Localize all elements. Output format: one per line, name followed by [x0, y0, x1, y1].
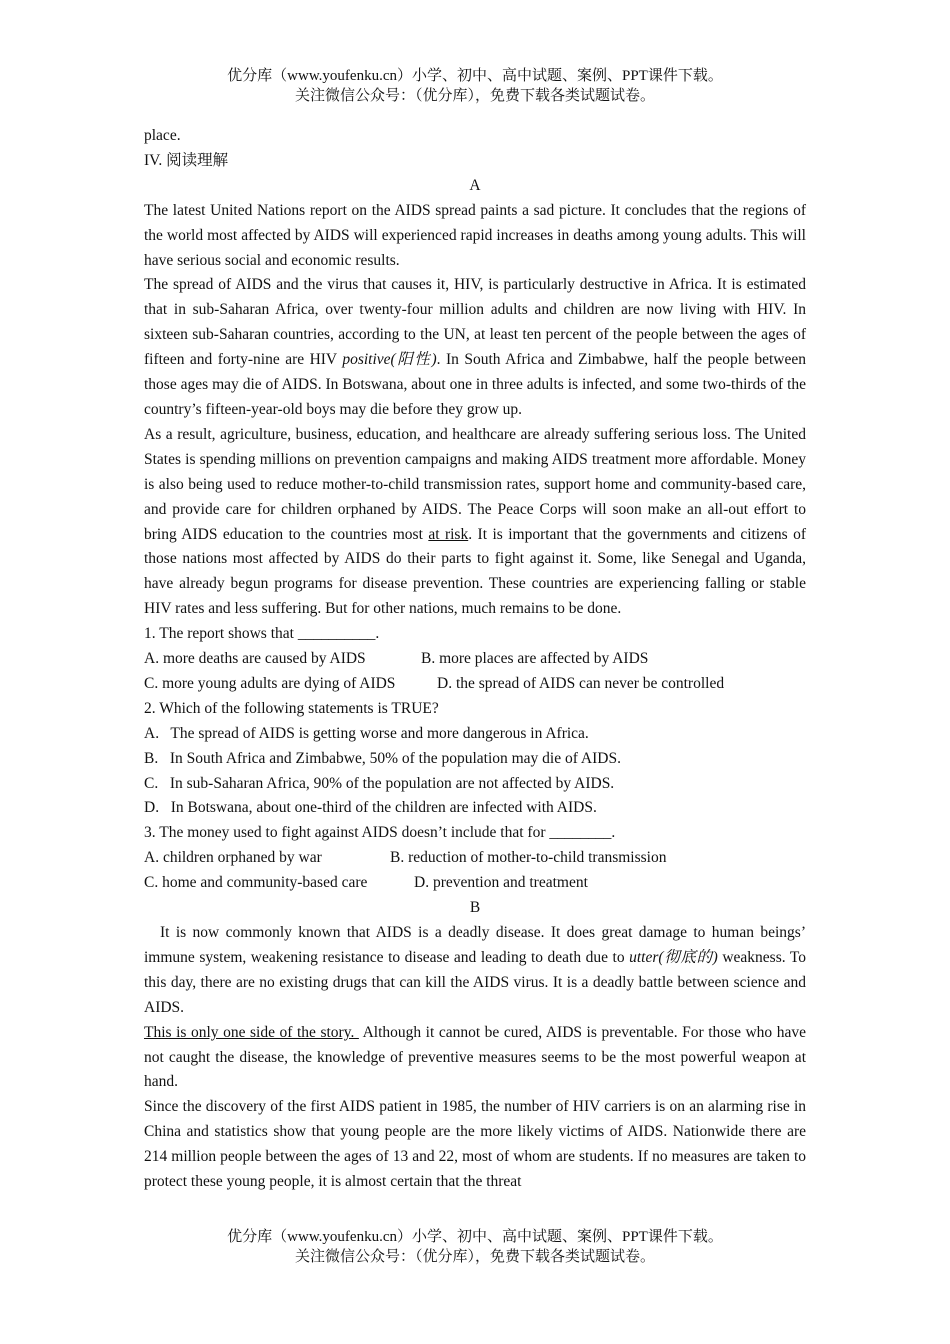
passage-a-label: A: [469, 176, 481, 194]
question-1: 1. The report shows that __________.: [144, 625, 380, 643]
passage-b-paragraph-2: [144, 1021, 806, 1096]
page-footer: [0, 1227, 950, 1267]
q3-option-d: D. prevention and treatment: [414, 874, 588, 892]
q2-option-a: A. The spread of AIDS is getting worse and more dangerous in Africa.: [144, 724, 589, 742]
previous-text-tail: place.: [144, 127, 181, 144]
document-body: [144, 124, 806, 1195]
passage-b-p1-italic-term: utter(彻底的): [629, 948, 718, 966]
passage-a-paragraph-3: [144, 423, 806, 622]
question-3-options-row-2: [144, 871, 806, 896]
q1-option-c: C. more young adults are dying of AIDS: [144, 674, 396, 692]
section-title: IV. 阅读理解: [144, 151, 229, 169]
q2-option-d: D. In Botswana, about one-third of the children are infected with AIDS.: [144, 799, 597, 817]
q2-option-b: B. In South Africa and Zimbabwe, 50% of the population may die of AIDS.: [144, 749, 621, 767]
question-2: 2. Which of the following statements is TRUE?: [144, 699, 439, 717]
passage-a-p3-underlined-term: at risk: [428, 525, 469, 543]
passage-a-paragraph-2: [144, 273, 806, 422]
q1-option-a: A. more deaths are caused by AIDS: [144, 650, 366, 668]
passage-b-p1-text-2: weakness. To this day, there are no existing drugs that can kill the AIDS virus. It is a deadly battle between science and AIDS.: [144, 948, 806, 1016]
q3-option-b: B. reduction of mother-to-child transmission: [390, 849, 667, 867]
footer-line-2: 关注微信公众号：（优分库），免费下载各类试题试卷。: [294, 1249, 655, 1265]
question-3: 3. The money used to fight against AIDS doesn’t include that for ________.: [144, 824, 616, 842]
question-3-options-row-1: [144, 846, 806, 871]
passage-b-paragraph-3: Since the discovery of the first AIDS patient in 1985, the number of HIV carriers is on an alarming rise in China and statistics show that young people are the more likely victims of AIDS. Nationwide there are 214 million people between the ages of 13 and 22, most of whom are students. If no measures are taken to protect these young people, it is almost certain that the threat: [144, 1098, 806, 1191]
q3-option-c: C. home and community-based care: [144, 874, 368, 892]
passage-a-p3-text-2: . It is important that the governments and citizens of those nations most affected by AIDS do their parts to fight against it. Some, like Senegal and Uganda, have already begun programs for disease prevention. These countries are experiencing falling or stable HIV rates and less suffering. But for other nations, much remains to be done.: [144, 525, 807, 618]
passage-b-p1-text-1: It is now commonly known that AIDS is a deadly disease. It does great damage to human beings’ immune system, weakening resistance to disease and leading to death due to: [144, 924, 806, 966]
passage-a-paragraph-1: The latest United Nations report on the AIDS spread paints a sad picture. It concludes that the regions of the world most affected by AIDS will experienced rapid increases in deaths among young adults. This will have serious social and economic results.: [144, 201, 806, 269]
passage-b-label: B: [469, 899, 481, 917]
passage-a-p3-text-1: As a result, agriculture, business, education, and healthcare are already suffering serious loss. The United States is spending millions on prevention campaigns and making AIDS treatment more affordable. Money is also being used to reduce mother-to-child transmission rates, support home and community-based care, and provide care for children orphaned by AIDS. The Peace Corps will soon make an all-out effort to bring AIDS education to the countries most: [144, 425, 806, 543]
question-1-options-row-1: [144, 647, 806, 672]
passage-b-p2-text: Although it cannot be cured, AIDS is preventable. For those who have not caught the disease, the knowledge of preventive measures seems to be the most powerful weapon at hand.: [144, 1023, 806, 1091]
q1-option-b: B. more places are affected by AIDS: [421, 650, 649, 668]
page-header: [0, 66, 950, 106]
q2-option-c: C. In sub-Saharan Africa, 90% of the population are not affected by AIDS.: [144, 774, 615, 792]
passage-b-p2-underlined-sentence: This is only one side of the story.: [144, 1023, 359, 1041]
question-1-options-row-2: [144, 672, 806, 697]
passage-b-paragraph-1: [144, 921, 806, 1021]
passage-a-p2-italic-term: positive(阳性): [342, 351, 437, 369]
q1-option-d: D. the spread of AIDS can never be controlled: [437, 674, 725, 692]
header-line-1: 优分库（www.youfenku.cn）小学、初中、高中试题、案例、PPT课件下载。: [227, 68, 723, 84]
q3-option-a: A. children orphaned by war: [144, 849, 322, 867]
header-line-2: 关注微信公众号：（优分库），免费下载各类试题试卷。: [294, 88, 655, 104]
footer-line-1: 优分库（www.youfenku.cn）小学、初中、高中试题、案例、PPT课件下载。: [227, 1229, 723, 1245]
passage-a-p2-text-2: . In South Africa and Zimbabwe, half the people between those ages may die of AIDS. In Botswana, about one in three adults is infected, and some two-thirds of the country’s fifteen-year-old boys may die before they grow up.: [144, 351, 806, 418]
passage-a-p2-text-1: The spread of AIDS and the virus that causes it, HIV, is particularly destructive in Africa. It is estimated that in sub-Saharan Africa, over twenty-four million adults and children are now living with HIV. In sixteen sub-Saharan countries, according to the UN, at least ten percent of the people between the ages of fifteen and forty-nine are HIV: [144, 276, 806, 369]
